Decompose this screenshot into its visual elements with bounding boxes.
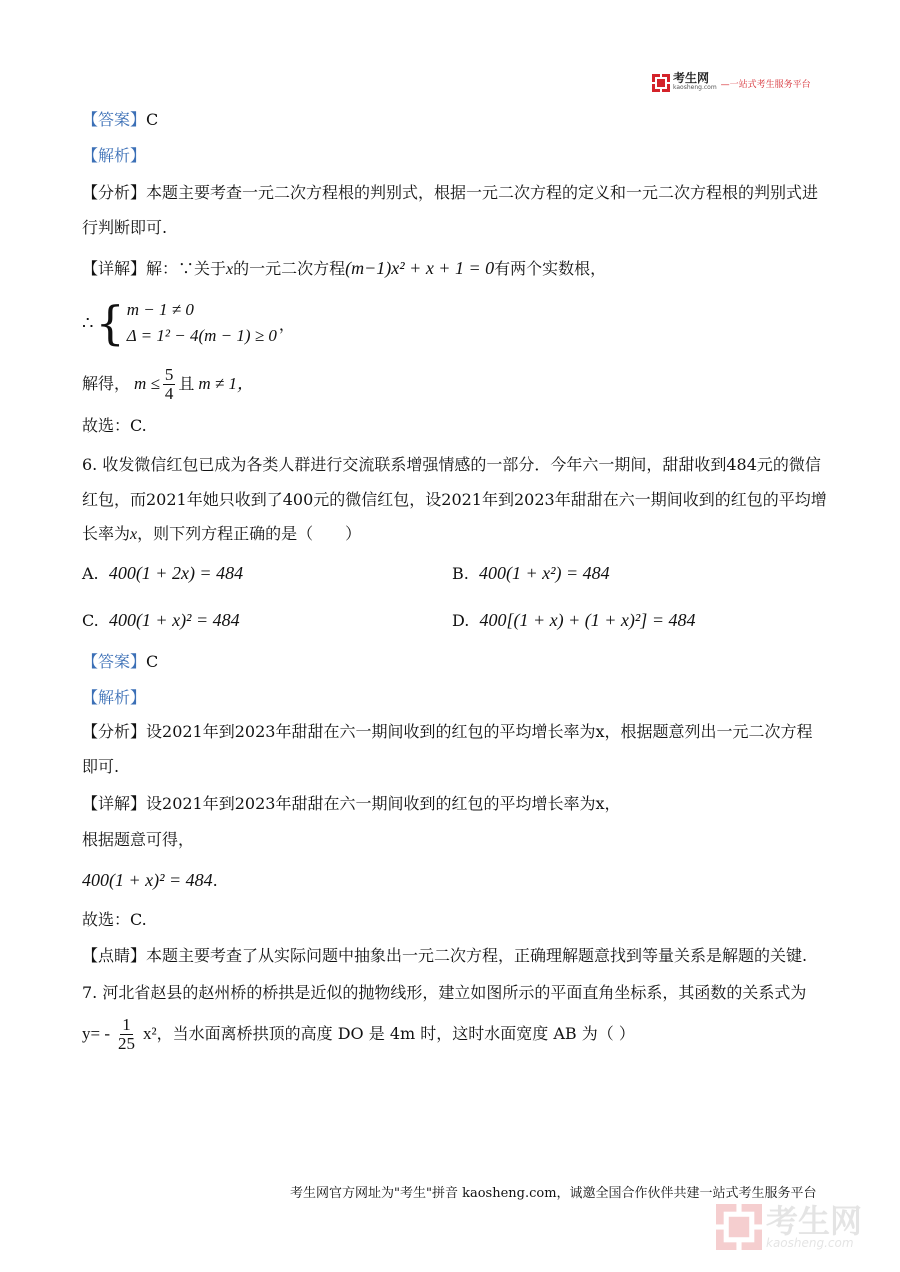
- header-logo: [652, 72, 811, 94]
- q7-stem-1: 7. 河北省赵县的赵州桥的桥拱是近似的抛物线形，建立如图所示的平面直角坐标系，其函数的关系式为: [82, 983, 807, 1002]
- q5-solution: 解得， m ≤ $\frac{5}{4}$ 且 m ≠ 1，: [82, 364, 254, 403]
- q6-option-c: C. 400(1 + x)² = 484: [82, 610, 240, 630]
- q7-stem-2: y= - $\frac{1}{25}$ x² ，当水面离桥拱顶的高度 DO 是 4m 时，这时水面宽度 AB 为（ ）: [82, 1014, 635, 1053]
- q5-choose: 故选：C.: [82, 416, 147, 435]
- header-slogan: —一站式考生服务平台: [720, 79, 811, 90]
- left-brace: {: [95, 296, 125, 350]
- footer-watermark: 考生网 kaosheng.com: [716, 1204, 862, 1250]
- q5-answer: 【答案】C: [82, 110, 159, 129]
- q6-xiangjie: 【详解】设2021年到2023年甜甜在六一期间收到的红包的平均增长率为x，: [82, 794, 621, 813]
- q5-xiangjie: 【详解】解：∵关于x的一元二次方程(m−1)x² + x + 1 = 0有两个实数根，: [82, 258, 607, 278]
- q5-fenxi-cont: 行判断即可.: [82, 218, 168, 237]
- q6-dianjing: 【点睛】本题主要考查了从实际问题中抽象出一元二次方程，正确理解题意找到等量关系是解题的关键.: [82, 946, 808, 965]
- logo-title: 考生网: [673, 71, 710, 85]
- q6-option-a: A. 400(1 + 2x) = 484: [82, 563, 244, 583]
- footer-text: 考生网官方网址为"考生"拼音 kaosheng.com，诚邀全国合作伙伴共建一站式考生服务平台: [290, 1186, 817, 1201]
- q6-keyi: 根据题意可得，: [82, 830, 195, 849]
- q5-solution-fraction: $\frac{5}{4}$: [164, 364, 174, 403]
- q6-choose: 故选：C.: [82, 910, 147, 929]
- logo-url: kaosheng.com: [673, 84, 717, 91]
- q6-stem-3: 长率为x，则下列方程正确的是（ ）: [82, 524, 362, 543]
- q5-analysis-heading: 【解析】: [82, 146, 147, 165]
- q6-option-b: B. 400(1 + x²) = 484: [452, 563, 610, 583]
- q6-answer: 【答案】C: [82, 652, 159, 671]
- q6-analysis-heading: 【解析】: [82, 688, 147, 707]
- q7-fraction: $\frac{1}{25}$: [118, 1014, 135, 1053]
- watermark-logo-icon: [716, 1204, 762, 1250]
- q5-system: ∴ { m − 1 ≠ 0 Δ = 1² − 4(m − 1) ≥ 0 ，: [82, 296, 295, 350]
- kaosheng-logo-icon: [652, 74, 670, 92]
- q6-stem-1: 6. 收发微信红包已成为各类人群进行交流联系增强情感的一部分．今年六一期间，甜甜收到484元的微信: [82, 455, 821, 474]
- q6-stem-2: 红包，而2021年她只收到了400元的微信红包，设2021年到2023年甜甜在六一期间收到的红包的平均增: [82, 490, 827, 509]
- q6-fenxi: 【分析】设2021年到2023年甜甜在六一期间收到的红包的平均增长率为x，根据题意列出一元二次方程: [82, 722, 813, 741]
- q6-equation: 400(1 + x)² = 484.: [82, 870, 218, 890]
- q5-fenxi: 【分析】本题主要考查一元二次方程根的判别式，根据一元二次方程的定义和一元二次方程根的判别式进: [82, 183, 819, 202]
- q6-option-d: D. 400[(1 + x) + (1 + x)²] = 484: [452, 610, 696, 630]
- q6-fenxi-cont: 即可.: [82, 757, 120, 776]
